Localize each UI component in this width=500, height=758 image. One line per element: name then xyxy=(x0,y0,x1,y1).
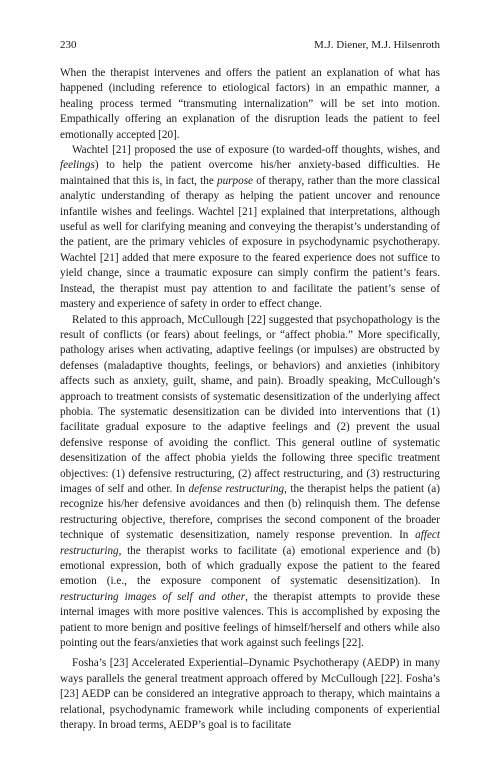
text-run: Fosha’s [23] Accelerated Experiential–Dynamic Psychotherapy (AEDP) in many ways parallels the general treatment approach offered by McCullough [22]. Fosha’s [23] AEDP can be considered an integrative approach to therapy, which maintains a relational, psychodynamic framework while including components of experiential therapy. In broad terms, AEDP’s goal is to facilitate xyxy=(60,657,440,732)
paragraph xyxy=(60,143,440,312)
text-run: When the therapist intervenes and offers the patient an explanation of what has happened (including reference to etiological factors) in an empathic manner, a healing process termed “transmuting internalization” will be set into motion. Empathically offering an explanation of the disruption leads the patient to feel emotionally accepted [20]. xyxy=(60,67,440,141)
paragraph xyxy=(60,313,440,652)
running-head-authors: M.J. Diener, M.J. Hilsenroth xyxy=(313,39,440,51)
text-run: , the therapist works to facilitate (a) emotional experience and (b) emotional expression, both of which gradually expose the patient to the feared emotion (i.e., the exposure component of systematic desensitization). In xyxy=(60,544,440,588)
body-text xyxy=(60,66,440,733)
text-run: Related to this approach, McCullough [22] suggested that psychopathology is the result of conflicts (or fears) about feelings, or “affect phobia.” More specifically, pathology arises when activating, adaptive feelings (or impulses) are obstructed by defenses (maladaptive thoughts, feelings, or behaviors) and anxieties (inhibitory affects such as anxiety, guilt, shame, and pain). Broadly speaking, McCullough’s approach to treatment consists of systematic desensitization of the underlying affect phobia. The systematic desensitization can be divided into interventions that (1) facilitate gradual exposure to the adaptive feelings and (2) prevent the usual defensive response of avoiding the conflict. This general outline of systematic desensitization of the affect phobia yields the following three specific treatment objectives: (1) defensive restructuring, (2) affect restructuring, and (3) restructuring images of self and other. In xyxy=(60,313,440,495)
text-run: of therapy, rather than the more classical analytic understanding of therapy as helping the patient uncover and renounce infantile wishes and feelings. Wachtel [21] explained that interpretations, although useful as well for clarifying meaning and conveying the therapist’s understanding of the patient, are the primary vehicles of exposure in psychodynamic psychotherapy. Wachtel [21] added that mere exposure to the feared experience does not suffice to yield change, since a traumatic exposure can simply confirm the patient’s fears. Instead, the therapist must pay attention to and facilitate the patient’s sense of mastery and experience of safety in order to effect change. xyxy=(60,174,440,311)
italic-term: defense restructuring xyxy=(188,482,285,495)
italic-term: affect restructuring xyxy=(60,529,440,557)
italic-term: feelings xyxy=(60,159,95,172)
text-run: , the therapist attempts to provide these internal images with more positive valences. This is accomplished by exposing the patient to more benign and positive feelings of himself/herself and others while also pointing out the fears/anxieties that work against such feelings [22]. xyxy=(60,590,440,650)
italic-term: restructuring images of self and other xyxy=(60,590,246,603)
italic-term: purpose xyxy=(216,174,254,187)
running-header xyxy=(60,38,440,52)
text-run: ) to help the patient overcome his/her anxiety-based difficulties. He maintained that this is, in fact, the xyxy=(60,159,440,187)
text-run: Wachtel [21] proposed the use of exposure (to warded-off thoughts, wishes, and xyxy=(72,144,440,157)
paragraph xyxy=(60,656,440,733)
paragraph xyxy=(60,66,440,143)
text-run: , the therapist helps the patient (a) recognize his/her defensive avoidances and then (b) relinquish them. The defense restructuring objective, therefore, comprises the second component of the broader technique of systematic desensitization, namely response prevention. In xyxy=(60,482,440,542)
page-number: 230 xyxy=(60,39,77,51)
